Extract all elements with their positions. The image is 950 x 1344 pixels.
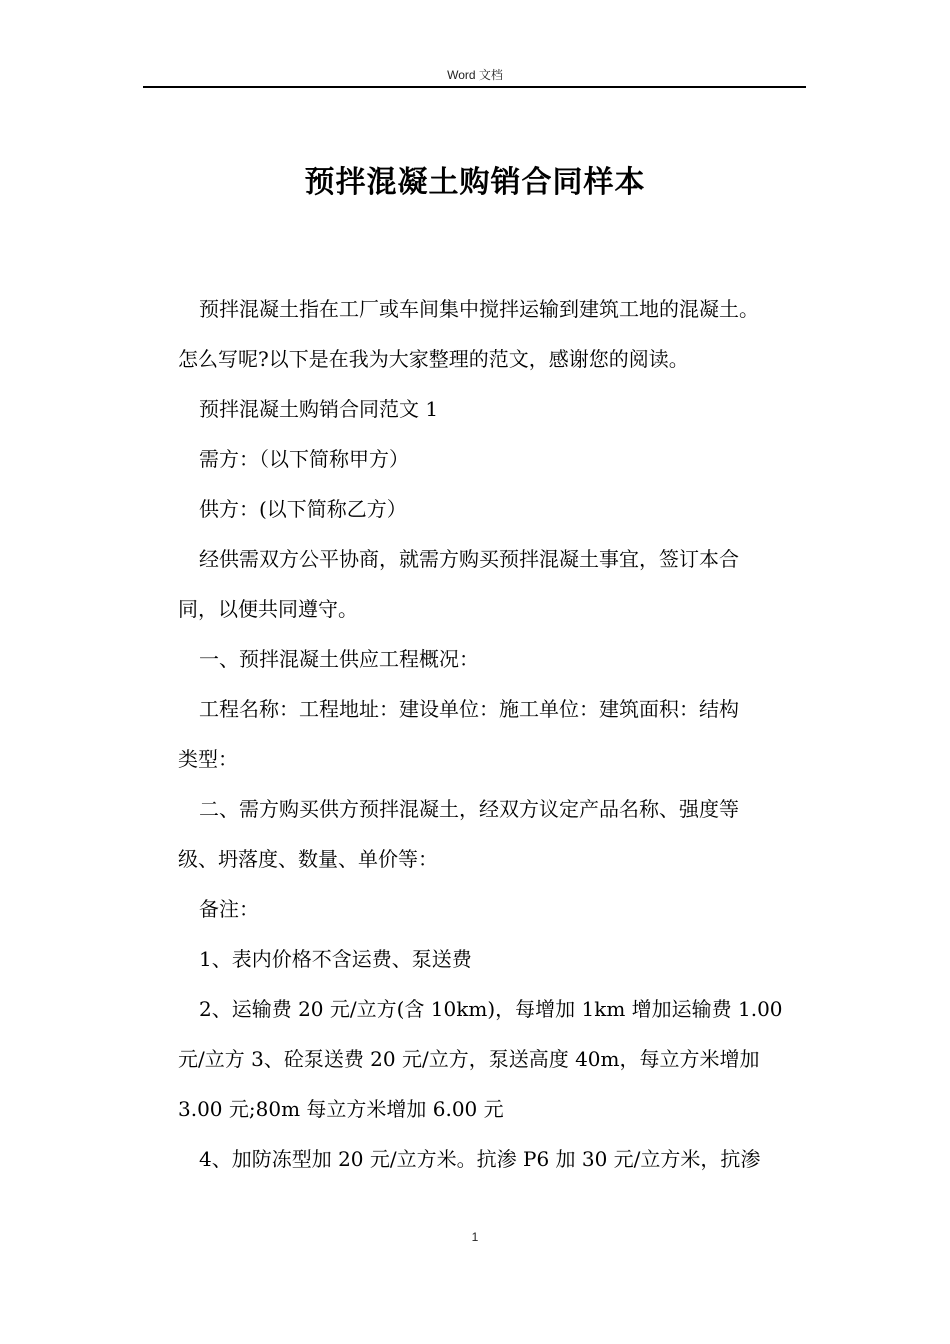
page-number: 1 [471, 1230, 479, 1244]
note-item-1: 1、表内价格不含运费、泵送费 [199, 947, 472, 971]
document-body [178, 284, 808, 1184]
paragraph-agreement [178, 534, 808, 634]
paragraph-line: 二、需方购买供方预拌混凝土，经双方议定产品名称、强度等 [199, 797, 739, 821]
paragraph-line: 同，以便共同遵守。 [178, 597, 358, 621]
note-item-2 [178, 984, 808, 1134]
note-item-4: 4、加防冻型加 20 元/立方米。抗渗 P6 加 30 元/立方米，抗渗 [199, 1147, 761, 1171]
paragraph-line: 怎么写呢?以下是在我为大家整理的范文，感谢您的阅读。 [178, 347, 689, 371]
paragraph-line: 经供需双方公平协商，就需方购买预拌混凝土事宜，签订本合 [199, 547, 739, 571]
paragraph-line: 工程名称：工程地址：建设单位：施工单位：建筑面积：结构 [199, 697, 739, 721]
paragraph-line: 3.00 元;80m 每立方米增加 6.00 元 [178, 1097, 504, 1121]
paragraph-line: 预拌混凝土指在工厂或车间集中搅拌运输到建筑工地的混凝土。 [199, 297, 759, 321]
paragraph-line: 类型： [178, 747, 238, 771]
page-header: Word 文档 [447, 68, 503, 82]
paragraph-line: 级、坍落度、数量、单价等： [178, 847, 438, 871]
document-title: 预拌混凝土购销合同样本 [304, 165, 646, 200]
section-heading-1: 一、预拌混凝土供应工程概况： [199, 647, 479, 671]
section-heading-2 [178, 784, 808, 884]
header-divider [143, 86, 806, 88]
paragraph-buyer: 需方：（以下简称甲方） [199, 447, 409, 471]
paragraph-notes-label: 备注： [199, 897, 259, 921]
paragraph-intro [178, 284, 808, 384]
paragraph-supplier: 供方：(以下简称乙方） [199, 497, 407, 521]
paragraph-line: 2、运输费 20 元/立方(含 10km)，每增加 1km 增加运输费 1.00 [199, 997, 783, 1021]
paragraph-project-fields [178, 684, 808, 784]
paragraph-line: 元/立方 3、砼泵送费 20 元/立方，泵送高度 40m，每立方米增加 [178, 1047, 760, 1071]
paragraph-sample-heading: 预拌混凝土购销合同范文 1 [199, 397, 439, 421]
